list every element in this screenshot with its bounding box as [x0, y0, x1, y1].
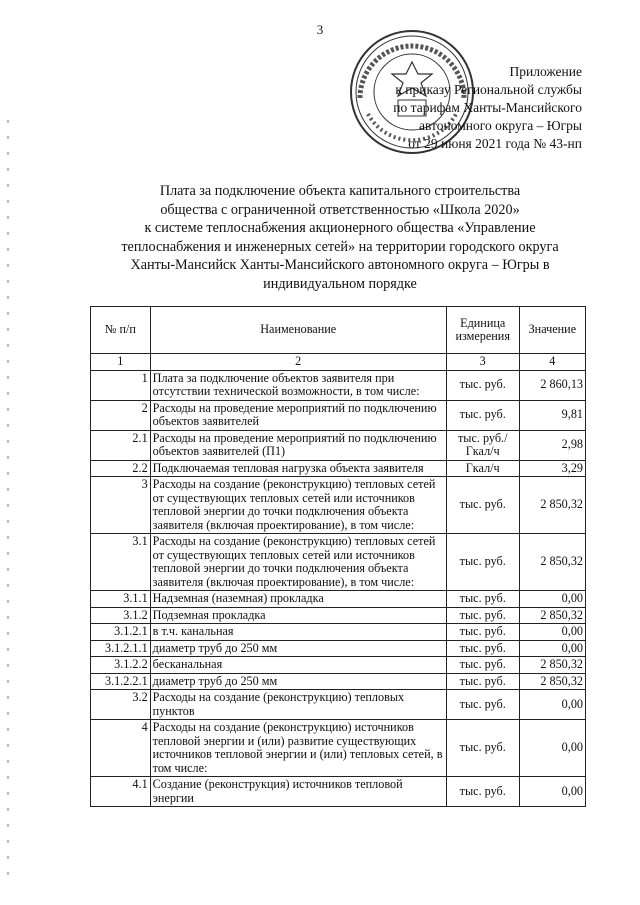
row-value: 2 850,32	[519, 673, 585, 690]
header-num: № п/п	[91, 307, 151, 354]
title-line: Ханты-Мансийск Ханты-Мансийского автономного округа – Югры в	[130, 257, 550, 273]
table-row	[91, 430, 586, 460]
row-value: 0,00	[519, 640, 585, 657]
row-name: Создание (реконструкция) источников тепловой энергии	[150, 777, 446, 807]
table-row	[91, 777, 586, 807]
row-name: диаметр труб до 250 мм	[150, 673, 446, 690]
table-row	[91, 690, 586, 720]
row-name: Расходы на проведение мероприятий по подключению объектов заявителей	[150, 400, 446, 430]
row-value: 2 850,32	[519, 534, 585, 591]
table-row	[91, 673, 586, 690]
header-name: Наименование	[150, 307, 446, 354]
table-row	[91, 534, 586, 591]
table-row	[91, 460, 586, 477]
index-name: 2	[150, 354, 446, 371]
table-row	[91, 477, 586, 534]
row-unit: тыс. руб.	[446, 720, 519, 777]
appendix-line: Приложение	[509, 64, 582, 79]
table-header-row	[91, 307, 586, 354]
row-unit: тыс. руб.	[446, 673, 519, 690]
row-value: 0,00	[519, 777, 585, 807]
title-line: Плата за подключение объекта капитального строительства	[159, 183, 521, 199]
appendix-line: по тарифам Ханты-Мансийского	[393, 100, 582, 115]
row-unit: тыс. руб.	[446, 370, 519, 400]
row-num: 2.2	[91, 460, 151, 477]
row-unit: тыс. руб.	[446, 534, 519, 591]
row-name: диаметр труб до 250 мм	[150, 640, 446, 657]
row-value: 0,00	[519, 591, 585, 608]
title-line: теплоснабжения и инженерных сетей» на территории городского округа	[121, 238, 559, 255]
row-num: 3.1.2	[91, 607, 151, 624]
row-unit: тыс. руб./Гкал/ч	[446, 430, 519, 460]
table-row	[91, 370, 586, 400]
row-name: Подземная прокладка	[150, 607, 446, 624]
row-value: 2 850,32	[519, 477, 585, 534]
row-num: 2	[91, 400, 151, 430]
row-value: 2 850,32	[519, 607, 585, 624]
row-value: 0,00	[519, 720, 585, 777]
scan-edge-marks	[7, 120, 9, 880]
row-value: 2 860,13	[519, 370, 585, 400]
row-unit: тыс. руб.	[446, 657, 519, 674]
row-num: 4.1	[91, 777, 151, 807]
row-name: Расходы на создание (реконструкцию) тепловых пунктов	[150, 690, 446, 720]
document-title	[90, 182, 590, 293]
row-num: 3.1.2.1.1	[91, 640, 151, 657]
title-line: общества с ограниченной ответственностью «Школа 2020»	[160, 201, 520, 218]
row-name: Подключаемая тепловая нагрузка объекта заявителя	[150, 460, 446, 477]
index-unit: 3	[446, 354, 519, 371]
row-unit: тыс. руб.	[446, 607, 519, 624]
row-unit: тыс. руб.	[446, 690, 519, 720]
header-unit: Единица измерения	[446, 307, 519, 354]
appendix-line: автономного округа – Югры	[419, 118, 582, 133]
appendix-block	[292, 63, 582, 153]
row-name: Расходы на создание (реконструкцию) тепловых сетей от существующих тепловых сетей или источников тепловой энергии до точки подключения объекта заявителя (включая проектирование), в том числе:	[150, 534, 446, 591]
row-value: 2 850,32	[519, 657, 585, 674]
header-value: Значение	[519, 307, 585, 354]
row-unit: тыс. руб.	[446, 477, 519, 534]
row-name: в т.ч. канальная	[150, 624, 446, 641]
table-row	[91, 591, 586, 608]
row-value: 0,00	[519, 690, 585, 720]
row-num: 1	[91, 370, 151, 400]
page-number: 3	[316, 22, 324, 37]
row-num: 2.1	[91, 430, 151, 460]
row-value: 9,81	[519, 400, 585, 430]
row-unit: тыс. руб.	[446, 400, 519, 430]
row-unit: тыс. руб.	[446, 624, 519, 641]
table-row	[91, 640, 586, 657]
table-row	[91, 657, 586, 674]
table-row	[91, 720, 586, 777]
row-name: Плата за подключение объектов заявителя при отсутствии технической возможности, в том числе:	[150, 370, 446, 400]
table-row	[91, 400, 586, 430]
row-num: 3.2	[91, 690, 151, 720]
row-name: Расходы на создание (реконструкцию) источников тепловой энергии и (или) развитие существующих источников тепловой энергии и (или) тепловых сетей, в том числе:	[150, 720, 446, 777]
title-line: к системе теплоснабжения акционерного общества «Управление	[144, 220, 536, 236]
row-name: Надземная (наземная) прокладка	[150, 591, 446, 608]
row-unit: Гкал/ч	[446, 460, 519, 477]
row-num: 3.1.1	[91, 591, 151, 608]
row-value: 3,29	[519, 460, 585, 477]
row-num: 3.1.2.2.1	[91, 673, 151, 690]
appendix-line: от 29 июня 2021 года № 43-нп	[408, 136, 582, 151]
row-num: 3.1.2.1	[91, 624, 151, 641]
row-unit: тыс. руб.	[446, 777, 519, 807]
row-num: 3.1	[91, 534, 151, 591]
row-unit: тыс. руб.	[446, 591, 519, 608]
row-value: 2,98	[519, 430, 585, 460]
row-num: 3	[91, 477, 151, 534]
row-num: 3.1.2.2	[91, 657, 151, 674]
row-value: 0,00	[519, 624, 585, 641]
row-name: бесканальная	[150, 657, 446, 674]
column-index-row	[91, 354, 586, 371]
row-num: 4	[91, 720, 151, 777]
row-unit: тыс. руб.	[446, 640, 519, 657]
fee-table	[90, 306, 586, 807]
index-num: 1	[91, 354, 151, 371]
index-value: 4	[519, 354, 585, 371]
row-name: Расходы на проведение мероприятий по подключению объектов заявителей (П1)	[150, 430, 446, 460]
row-name: Расходы на создание (реконструкцию) тепловых сетей от существующих тепловых сетей или источников тепловой энергии до точки подключения объекта заявителя (включая проектирование), в том числе:	[150, 477, 446, 534]
title-line: индивидуальном порядке	[263, 275, 417, 292]
table-row	[91, 607, 586, 624]
table-row	[91, 624, 586, 641]
appendix-line: к приказу Региональной службы	[395, 82, 582, 97]
